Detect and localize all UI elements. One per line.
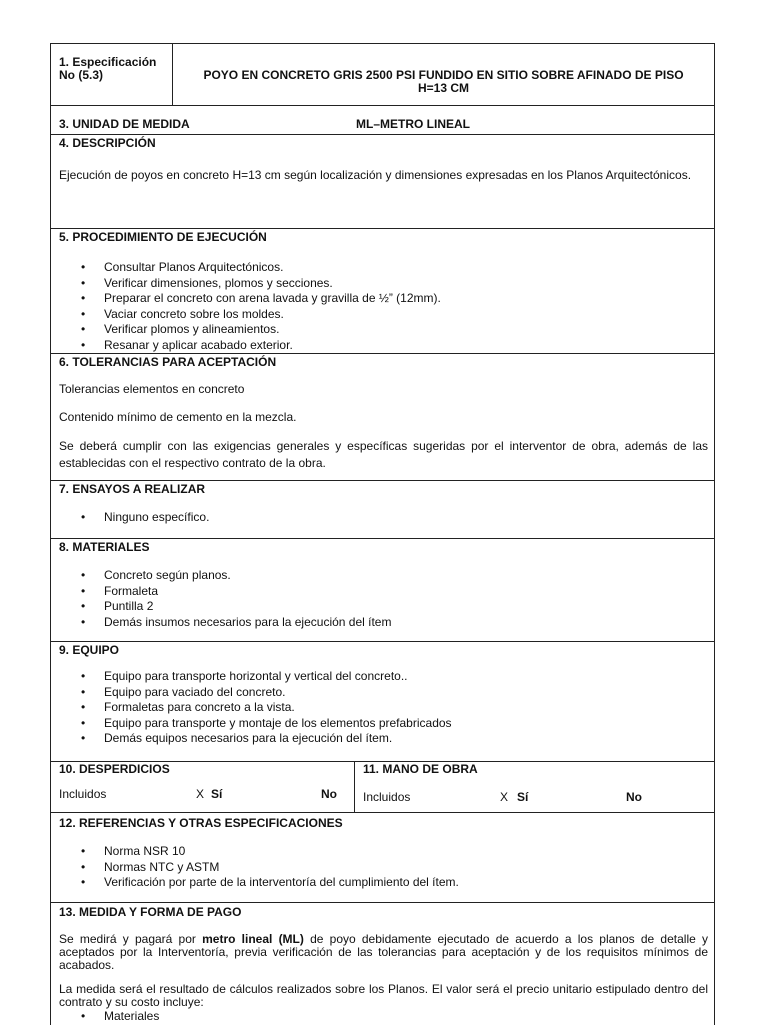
procedure-list bbox=[79, 260, 441, 354]
list-item: • Verificar dimensiones, plomos y secciones. bbox=[79, 276, 441, 292]
waste-no: No bbox=[321, 787, 337, 801]
list-item: • Resanar y aplicar acabado exterior. bbox=[79, 338, 441, 354]
unit-label: 3. UNIDAD DE MEDIDA bbox=[59, 117, 190, 131]
spec-number-label-line1: 1. Especificación bbox=[59, 55, 157, 69]
labor-mark: X bbox=[500, 790, 509, 804]
payment-p1-after: de poyo debidamente ejecutado de acuerdo a los planos de detalle y aceptados por la Interventoría, previa verificación de las tolerancias para aceptación y de los requisitos mínimos de acabados. bbox=[59, 932, 708, 972]
equipment-list bbox=[79, 669, 452, 747]
list-item: • Equipo para transporte y montaje de los elementos prefabricados bbox=[79, 716, 452, 732]
list-item: • Preparar el concreto con arena lavada y gravilla de ½” (12mm). bbox=[79, 291, 441, 307]
spec-title-line1: POYO EN CONCRETO GRIS 2500 PSI FUNDIDO EN SITIO SOBRE AFINADO DE PISO bbox=[203, 68, 684, 82]
spec-title-line2: H=13 CM bbox=[417, 81, 470, 95]
list-item: • Puntilla 2 bbox=[79, 599, 391, 615]
labor-cell bbox=[355, 762, 714, 812]
description-header: 4. DESCRIPCIÓN bbox=[59, 136, 156, 150]
list-item: • Vaciar concreto sobre los moldes. bbox=[79, 307, 441, 323]
payment-paragraph-2: La medida será el resultado de cálculos realizados sobre los Planos. El valor será el precio unitario estipulado dentro del contrato y su costo incluye: bbox=[59, 982, 708, 1009]
waste-yes: Sí bbox=[211, 787, 223, 801]
labor-no: No bbox=[626, 790, 642, 804]
payment-section bbox=[51, 903, 714, 1025]
references-header: 12. REFERENCIAS Y OTRAS ESPECIFICACIONES bbox=[59, 816, 343, 830]
spec-number-cell bbox=[51, 44, 173, 105]
tests-section bbox=[51, 481, 714, 539]
list-item: • Norma NSR 10 bbox=[79, 844, 459, 860]
list-item: • Verificar plomos y alineamientos. bbox=[79, 322, 441, 338]
tolerances-line3: Se deberá cumplir con las exigencias generales y específicas sugeridas por el interventor de obra, además de las establecidas con el respectivo contrato de la obra. bbox=[59, 439, 708, 470]
spec-number-label-line2: No (5.3) bbox=[59, 68, 104, 82]
procedure-header: 5. PROCEDIMIENTO DE EJECUCIÓN bbox=[59, 230, 267, 244]
tests-header: 7. ENSAYOS A REALIZAR bbox=[59, 482, 206, 496]
payment-list bbox=[79, 1009, 159, 1023]
spec-title-cell bbox=[173, 44, 714, 105]
tolerances-header: 6. TOLERANCIAS PARA ACEPTACIÓN bbox=[59, 355, 277, 369]
list-item: • Formaleta bbox=[79, 584, 391, 600]
waste-cell bbox=[51, 762, 355, 812]
tolerances-line1: Tolerancias elementos en concreto bbox=[59, 382, 245, 396]
materials-header: 8. MATERIALES bbox=[59, 540, 150, 554]
waste-labor-row bbox=[51, 762, 714, 813]
payment-header: 13. MEDIDA Y FORMA DE PAGO bbox=[59, 905, 242, 919]
list-item: • Equipo para transporte horizontal y vertical del concreto.. bbox=[79, 669, 452, 685]
equipment-section bbox=[51, 642, 714, 762]
tests-list bbox=[79, 510, 209, 526]
specification-sheet bbox=[50, 43, 715, 1025]
equipment-header: 9. EQUIPO bbox=[59, 643, 120, 657]
list-item: • Demás insumos necesarios para la ejecución del ítem bbox=[79, 615, 391, 631]
description-section bbox=[51, 135, 714, 229]
list-item: • Verificación por parte de la interventoría del cumplimiento del ítem. bbox=[79, 875, 459, 891]
list-item: • Demás equipos necesarios para la ejecución del ítem. bbox=[79, 731, 452, 747]
unit-value: ML–METRO LINEAL bbox=[356, 117, 470, 131]
list-item: • Concreto según planos. bbox=[79, 568, 391, 584]
tolerances-line2: Contenido mínimo de cemento en la mezcla. bbox=[59, 410, 297, 424]
list-item: • Equipo para vaciado del concreto. bbox=[79, 685, 452, 701]
procedure-section bbox=[51, 229, 714, 354]
labor-included-label: Incluidos bbox=[363, 790, 411, 804]
payment-p1-before: Se medirá y pagará por bbox=[59, 932, 203, 946]
payment-paragraph-1 bbox=[59, 933, 708, 972]
spec-row bbox=[51, 44, 714, 106]
labor-header: 11. MANO DE OBRA bbox=[363, 762, 478, 776]
list-item: • Materiales bbox=[79, 1009, 159, 1023]
description-text: Ejecución de poyos en concreto H=13 cm según localización y dimensiones expresadas en los Planos Arquitectónicos. bbox=[59, 168, 692, 182]
tolerances-section bbox=[51, 354, 714, 481]
unit-row bbox=[51, 106, 714, 135]
waste-header: 10. DESPERDICIOS bbox=[59, 762, 170, 776]
waste-mark: X bbox=[196, 787, 205, 801]
materials-section bbox=[51, 539, 714, 642]
waste-included-label: Incluidos bbox=[59, 787, 107, 801]
references-section bbox=[51, 813, 714, 903]
labor-yes: Sí bbox=[517, 790, 529, 804]
list-item: • Formaletas para concreto a la vista. bbox=[79, 700, 452, 716]
list-item: • Ninguno específico. bbox=[79, 510, 209, 526]
payment-p1-bold: metro lineal (ML) bbox=[202, 932, 304, 946]
references-list bbox=[79, 844, 459, 891]
list-item: • Normas NTC y ASTM bbox=[79, 860, 459, 876]
materials-list bbox=[79, 568, 391, 630]
list-item: • Consultar Planos Arquitectónicos. bbox=[79, 260, 441, 276]
